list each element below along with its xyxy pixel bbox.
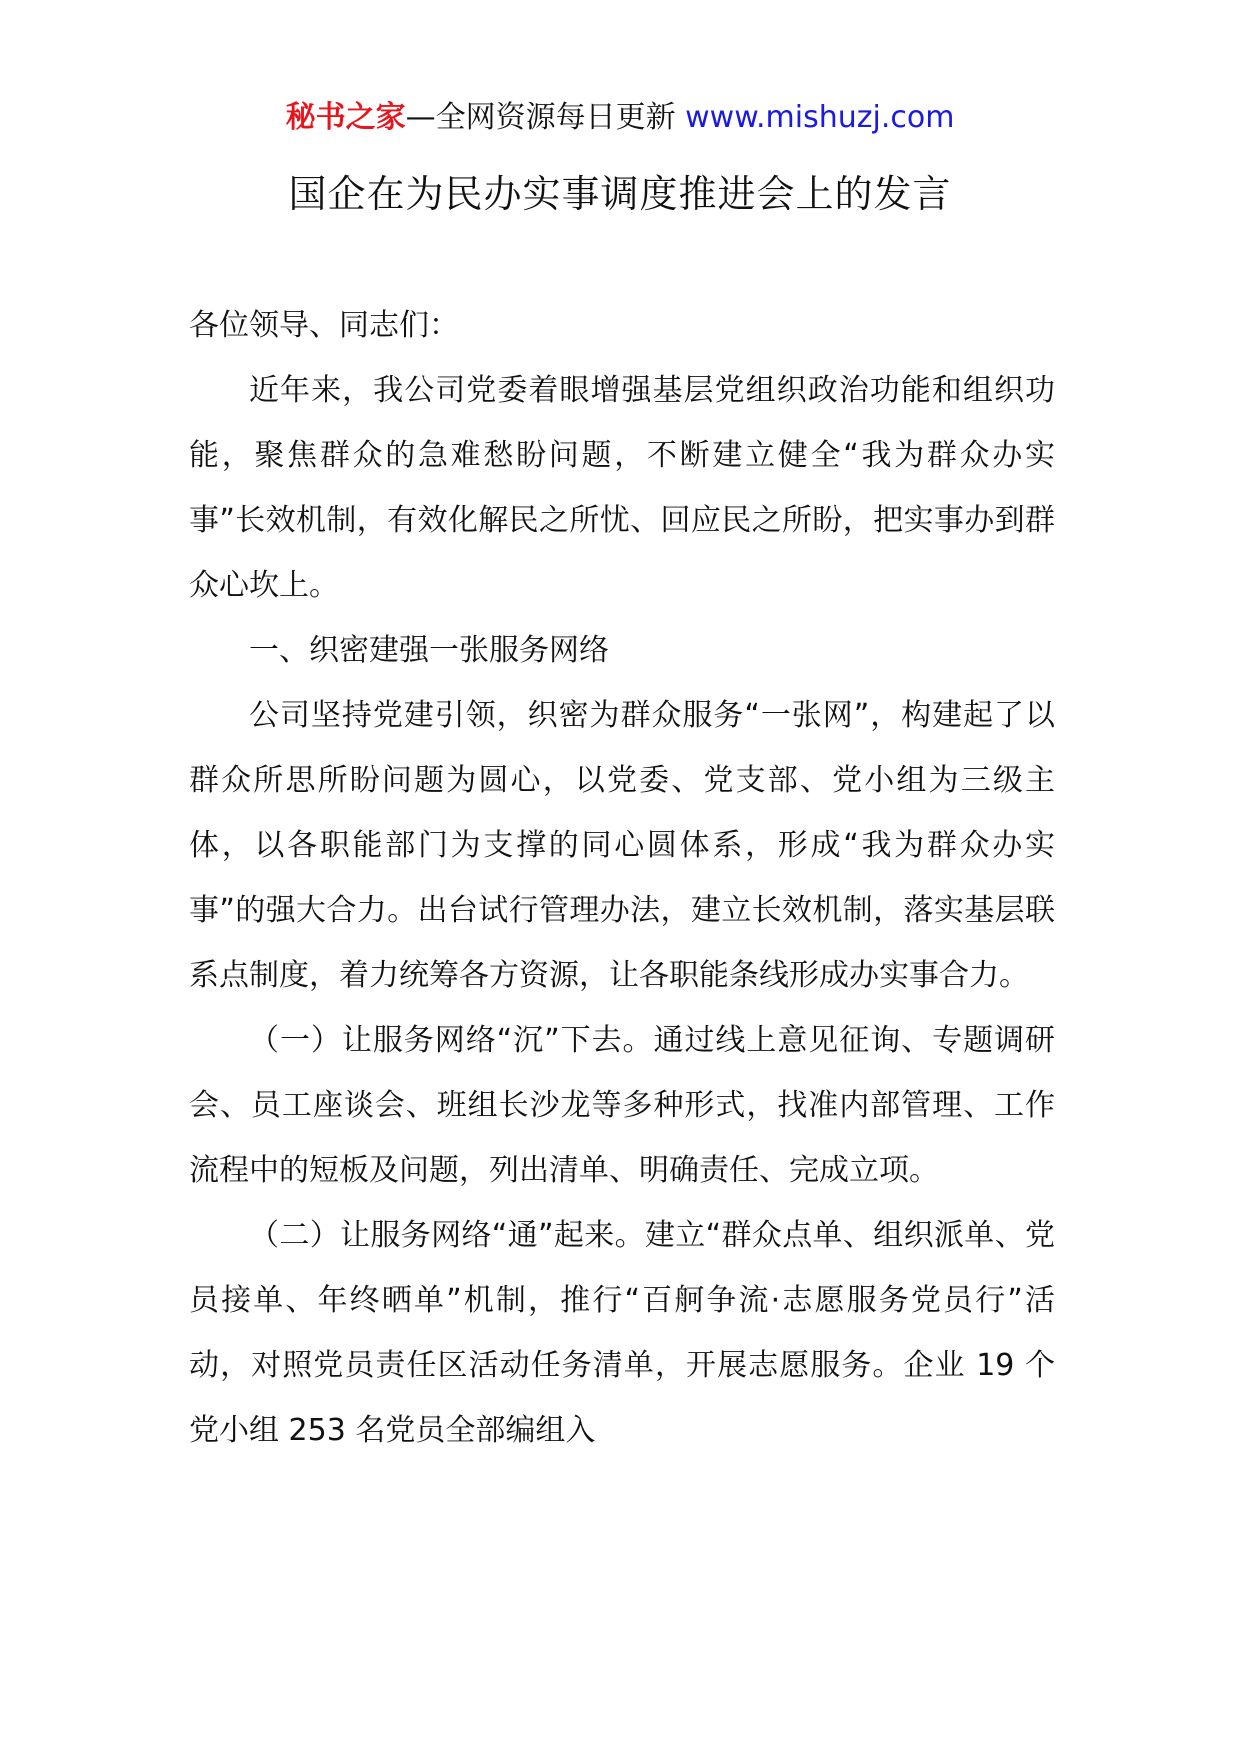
paragraph-intro: 近年来，我公司党委着眼增强基层党组织政治功能和组织功能，聚焦群众的急难愁盼问题，不断建立健全“我为群众办实事”长效机制，有效化解民之所忧、回应民之所盼，把实事办到群众心坎上。 [189, 373, 1055, 603]
site-header [0, 98, 1240, 138]
paragraph-network: 公司坚持党建引领，织密为群众服务“一张网”，构建起了以群众所思所盼问题为圆心，以党委、党支部、党小组为三级主体，以各职能部门为支撑的同心圆体系，形成“我为群众办实事”的强大合力。出台试行管理办法，建立长效机制，落实基层联系点制度，着力统筹各方资源，让各职能条线形成办实事合力。 [189, 698, 1055, 993]
salutation: 各位领导、同志们： [189, 308, 459, 343]
paragraph-subpoint-2: （二）让服务网络“通”起来。建立“群众点单、组织派单、党员接单、年终晒单”机制，推行“百舸争流·志愿服务党员行”活动，对照党员责任区活动任务清单，开展志愿服务。企业 19 个党小组 253 名党员全部编组入 [189, 1218, 1055, 1448]
paragraph-subpoint-1: （一）让服务网络“沉”下去。通过线上意见征询、专题调研会、员工座谈会、班组长沙龙等多种形式，找准内部管理、工作流程中的短板及问题，列出清单、明确责任、完成立项。 [189, 1023, 1055, 1188]
section-heading: 一、织密建强一张服务网络 [249, 633, 609, 668]
document-title: 国企在为民办实事调度推进会上的发言 [288, 172, 952, 216]
site-url-link[interactable]: www.mishuzj.com [685, 100, 955, 135]
site-tagline: —全网资源每日更新 [405, 100, 686, 135]
document-body [189, 293, 1055, 1463]
site-brand: 秘书之家 [285, 100, 406, 135]
